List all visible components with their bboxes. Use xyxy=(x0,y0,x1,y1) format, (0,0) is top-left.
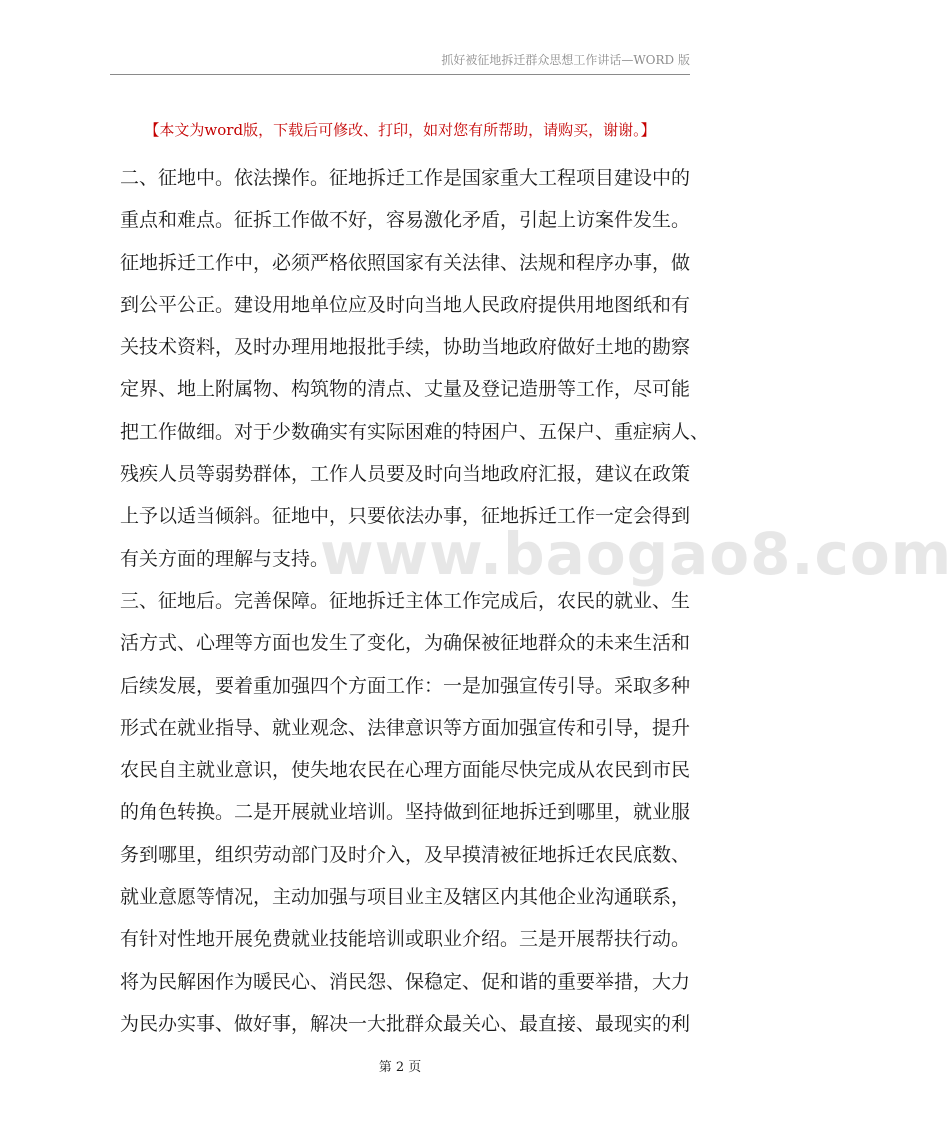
header-title: 抓好被征地拆迁群众思想工作讲话—WORD 版 xyxy=(441,53,690,67)
text-line: 的角色转换。二是开展就业培训。坚持做到征地拆迁到哪里，就业服 xyxy=(120,801,691,824)
text-line: 形式在就业指导、就业观念、法律意识等方面加强宣传和引导，提升 xyxy=(120,716,691,739)
text-line: 将为民解困作为暖民心、消民怨、保稳定、促和谐的重要举措，大力 xyxy=(120,970,691,993)
text-line: 就业意愿等情况，主动加强与项目业主及辖区内其他企业沟通联系， xyxy=(120,886,691,909)
text-line: 农民自主就业意识，使失地农民在心理方面能尽快完成从农民到市民 xyxy=(120,759,691,782)
text-line: 有关方面的理解与支持。 xyxy=(120,547,330,570)
text-line: 残疾人员等弱势群体，工作人员要及时向当地政府汇报，建议在政策 xyxy=(120,463,691,486)
text-line: 把工作做细。对于少数确实有实际困难的特困户、五保户、重症病人、 xyxy=(120,420,710,443)
text-line: 关技术资料，及时办理用地报批手续，协助当地政府做好土地的勘察 xyxy=(120,336,691,359)
text-line: 二、征地中。依法操作。征地拆迁工作是国家重大工程项目建设中的 xyxy=(120,167,691,189)
text-line: 重点和难点。征拆工作做不好，容易激化矛盾，引起上访案件发生。 xyxy=(120,209,691,232)
text-line: 定界、地上附属物、构筑物的清点、丈量及登记造册等工作，尽可能 xyxy=(120,378,691,401)
text-line: 征地拆迁工作中，必须严格依照国家有关法律、法规和程序办事，做 xyxy=(120,251,691,274)
text-line: 活方式、心理等方面也发生了变化，为确保被征地群众的未来生活和 xyxy=(120,632,691,655)
text-line: 后续发展，要着重加强四个方面工作：一是加强宣传引导。采取多种 xyxy=(120,674,691,697)
text-line: 有针对性地开展免费就业技能培训或职业介绍。三是开展帮扶行动。 xyxy=(120,928,691,951)
download-notice: 【本文为word版，下载后可修改、打印，如对您有所帮助，请购买，谢谢。】 xyxy=(144,121,656,139)
text-line: 三、征地后。完善保障。征地拆迁主体工作完成后，农民的就业、生 xyxy=(120,589,691,612)
text-line: 上予以适当倾斜。征地中，只要依法办事，征地拆迁工作一定会得到 xyxy=(120,505,691,528)
page-number: 第 2 页 xyxy=(378,1060,422,1075)
text-line: 为民办实事、做好事，解决一大批群众最关心、最直接、最现实的利 xyxy=(120,1012,691,1035)
document-body xyxy=(120,157,710,1045)
watermark: www.baogao8.com xyxy=(320,520,952,588)
text-line: 务到哪里，组织劳动部门及时介入，及早摸清被征地拆迁农民底数、 xyxy=(120,843,691,866)
page-header xyxy=(110,50,690,75)
text-line: 到公平公正。建设用地单位应及时向当地人民政府提供用地图纸和有 xyxy=(120,293,691,316)
